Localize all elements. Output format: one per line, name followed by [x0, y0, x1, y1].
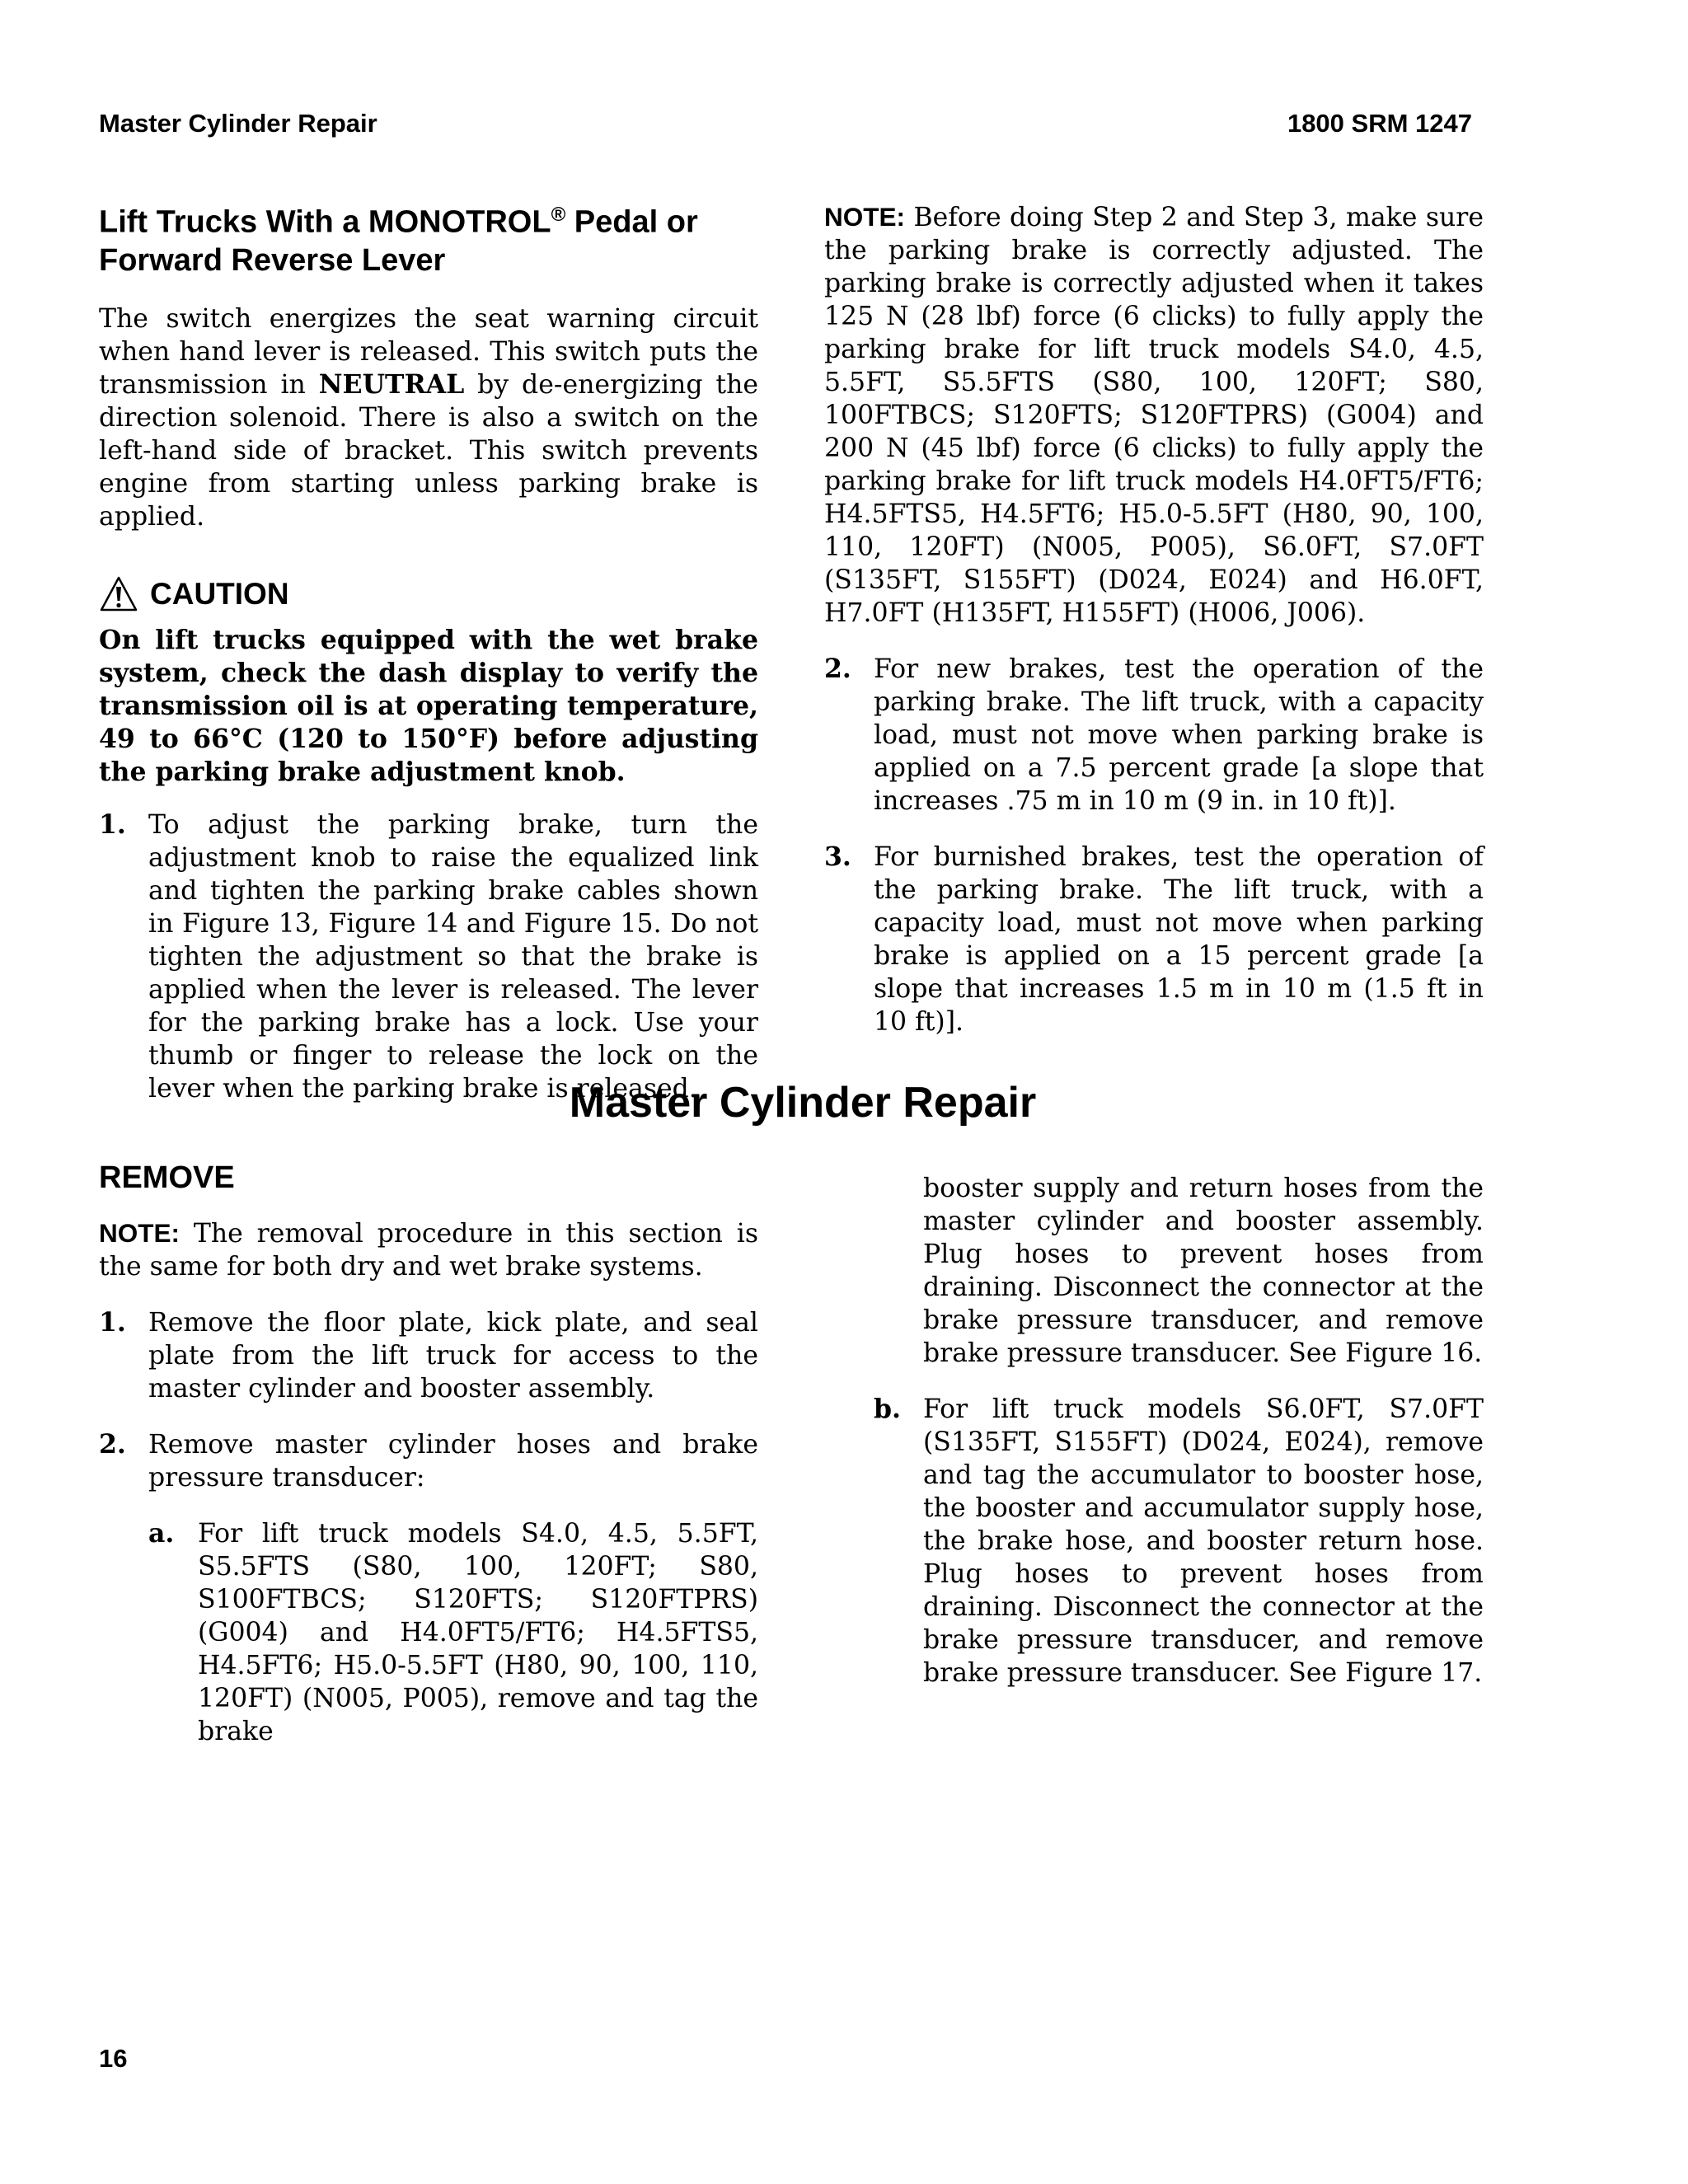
step-number: 2.: [824, 654, 851, 684]
step-text: For burnished brakes, test the operation of the parking brake. The lift truck, with a capacity load, must not move when parking brake is applied on a 15 percent grade [a slope that increases 1.5 m in 10 m (1.5 ft in 10 ft)].: [874, 842, 1484, 1037]
note-label: NOTE:: [824, 202, 905, 232]
step-number: 3.: [824, 841, 851, 872]
right-column-top: [824, 200, 1484, 1038]
running-header-doc-number: 1800 SRM 1247: [1287, 109, 1472, 138]
step-text: For new brakes, test the operation of the parking brake. The lift truck, with a capacity load, must not move when parking brake is applied on a 7.5 percent grade [a slope that increases .75 m in 10 m (9 in. in 10 ft)].: [874, 654, 1484, 816]
step-text: To adjust the parking brake, turn the adjustment knob to raise the equalized link and tighten the parking brake cables shown in Figure 13, Figure 14 and Figure 15. Do not tighten the adjustment so that the brake is applied when the lever is released. The lever for the parking brake has a lock. Use your thumb or finger to release the lock on the lever when the parking brake is released.: [148, 809, 758, 1104]
note-removal: NOTE: The removal procedure in this section is the same for both dry and wet brake systems.: [99, 1218, 758, 1282]
left-column-bottom: [99, 1159, 758, 1748]
substep-text: For lift truck models S4.0, 4.5, 5.5FT, S5.5FTS (S80, 100, 120FT; S80, S100FTBCS; S120FTS; S120FTPRS) (G004) and H4.0FT5/FT6; H4.5FTS5, H4.5FT6; H5.0-5.5FT (H80, 90, 100, 110, 120FT) (N005, P005), remove and tag the brake: [198, 1519, 758, 1746]
step-2-new-brakes: [824, 653, 1484, 818]
step-text: Remove master cylinder hoses and brake pressure transducer:: [148, 1430, 758, 1493]
right-column-bottom: [824, 1172, 1484, 1690]
step-number: 1.: [99, 808, 126, 840]
substep-text: For lift truck models S6.0FT, S7.0FT (S135FT, S155FT) (D024, E024), remove and tag the accumulator to booster hose, the booster and accumulator supply hose, the brake hose, and booster return hose. Plug hoses to prevent hoses from draining. Disconnect the connector at the brake pressure transducer, and remove brake pressure transducer. See Figure 17.: [923, 1394, 1484, 1688]
step-number: 2.: [99, 1429, 126, 1460]
running-header-title: Master Cylinder Repair: [99, 109, 377, 138]
step-1-remove-plates: [99, 1306, 758, 1405]
substep-b: [824, 1393, 1484, 1690]
subsection-heading-remove: REMOVE: [99, 1160, 235, 1195]
step-1-adjust: [99, 808, 758, 1105]
page-number: 16: [99, 2044, 128, 2073]
left-column-top: [99, 196, 758, 1105]
section-title: Master Cylinder Repair: [569, 1079, 1037, 1127]
caution-title: CAUTION: [150, 576, 289, 611]
substep-a: [99, 1517, 758, 1748]
warning-triangle-icon: [99, 575, 138, 613]
intro-paragraph: The switch energizes the seat warning circuit when hand lever is released. This switch puts the transmission in NEUTRAL by de-energizing the direction solenoid. There is also a switch on the left-hand side of bracket. This switch prevents engine from starting unless parking brake is applied.: [99, 303, 758, 532]
substep-a-continued: booster supply and return hoses from the master cylinder and booster assembly. Plug hoses to prevent hoses from draining. Disconnect the connector at the brake pressure transducer, and remove brake pressure transducer. See Figure 16.: [923, 1174, 1484, 1368]
substep-letter: b.: [874, 1394, 901, 1424]
note-parking-brake: NOTE: Before doing Step 2 and Step 3, make sure the parking brake is correctly adjusted. The parking brake is correctly adjusted when it takes 125 N (28 lbf) force (6 clicks) to fully apply the parking brake for lift truck models S4.0, 4.5, 5.5FT, S5.5FTS (S80, 100, 120FT; S80, 100FTBCS; S120FTS; S120FTPRS) (G004) and 200 N (45 lbf) force (6 clicks) to fully apply the parking brake for lift truck models H4.0FT5/FT6; H4.5FTS5, H4.5FT6; H5.0-5.5FT (H80, 90, 100, 110, 120FT) (N005, P005), S6.0FT, S7.0FT (S135FT, S155FT) (D024, E024) and H6.0FT, H7.0FT (H135FT, H155FT) (H006, J006).: [824, 202, 1484, 628]
step-2-remove-hoses: [99, 1428, 758, 1494]
caution-block: [99, 574, 758, 789]
caution-text: On lift trucks equipped with the wet brake system, check the dash display to verify the transmission oil is at operating temperature, 49 to 66°C (120 to 150°F) before adjusting the parking brake adjustment knob.: [99, 624, 758, 787]
note-label: NOTE:: [99, 1218, 180, 1248]
substep-letter: a.: [148, 1518, 175, 1549]
step-text: Remove the floor plate, kick plate, and seal plate from the lift truck for access to the master cylinder and booster assembly.: [148, 1308, 758, 1404]
step-3-burnished-brakes: [824, 841, 1484, 1038]
step-number: 1.: [99, 1307, 126, 1338]
subsection-heading-monotrol: Lift Trucks With a MONOTROL® Pedal or Forward Reverse Lever: [99, 204, 698, 278]
registered-mark: ®: [551, 204, 566, 226]
